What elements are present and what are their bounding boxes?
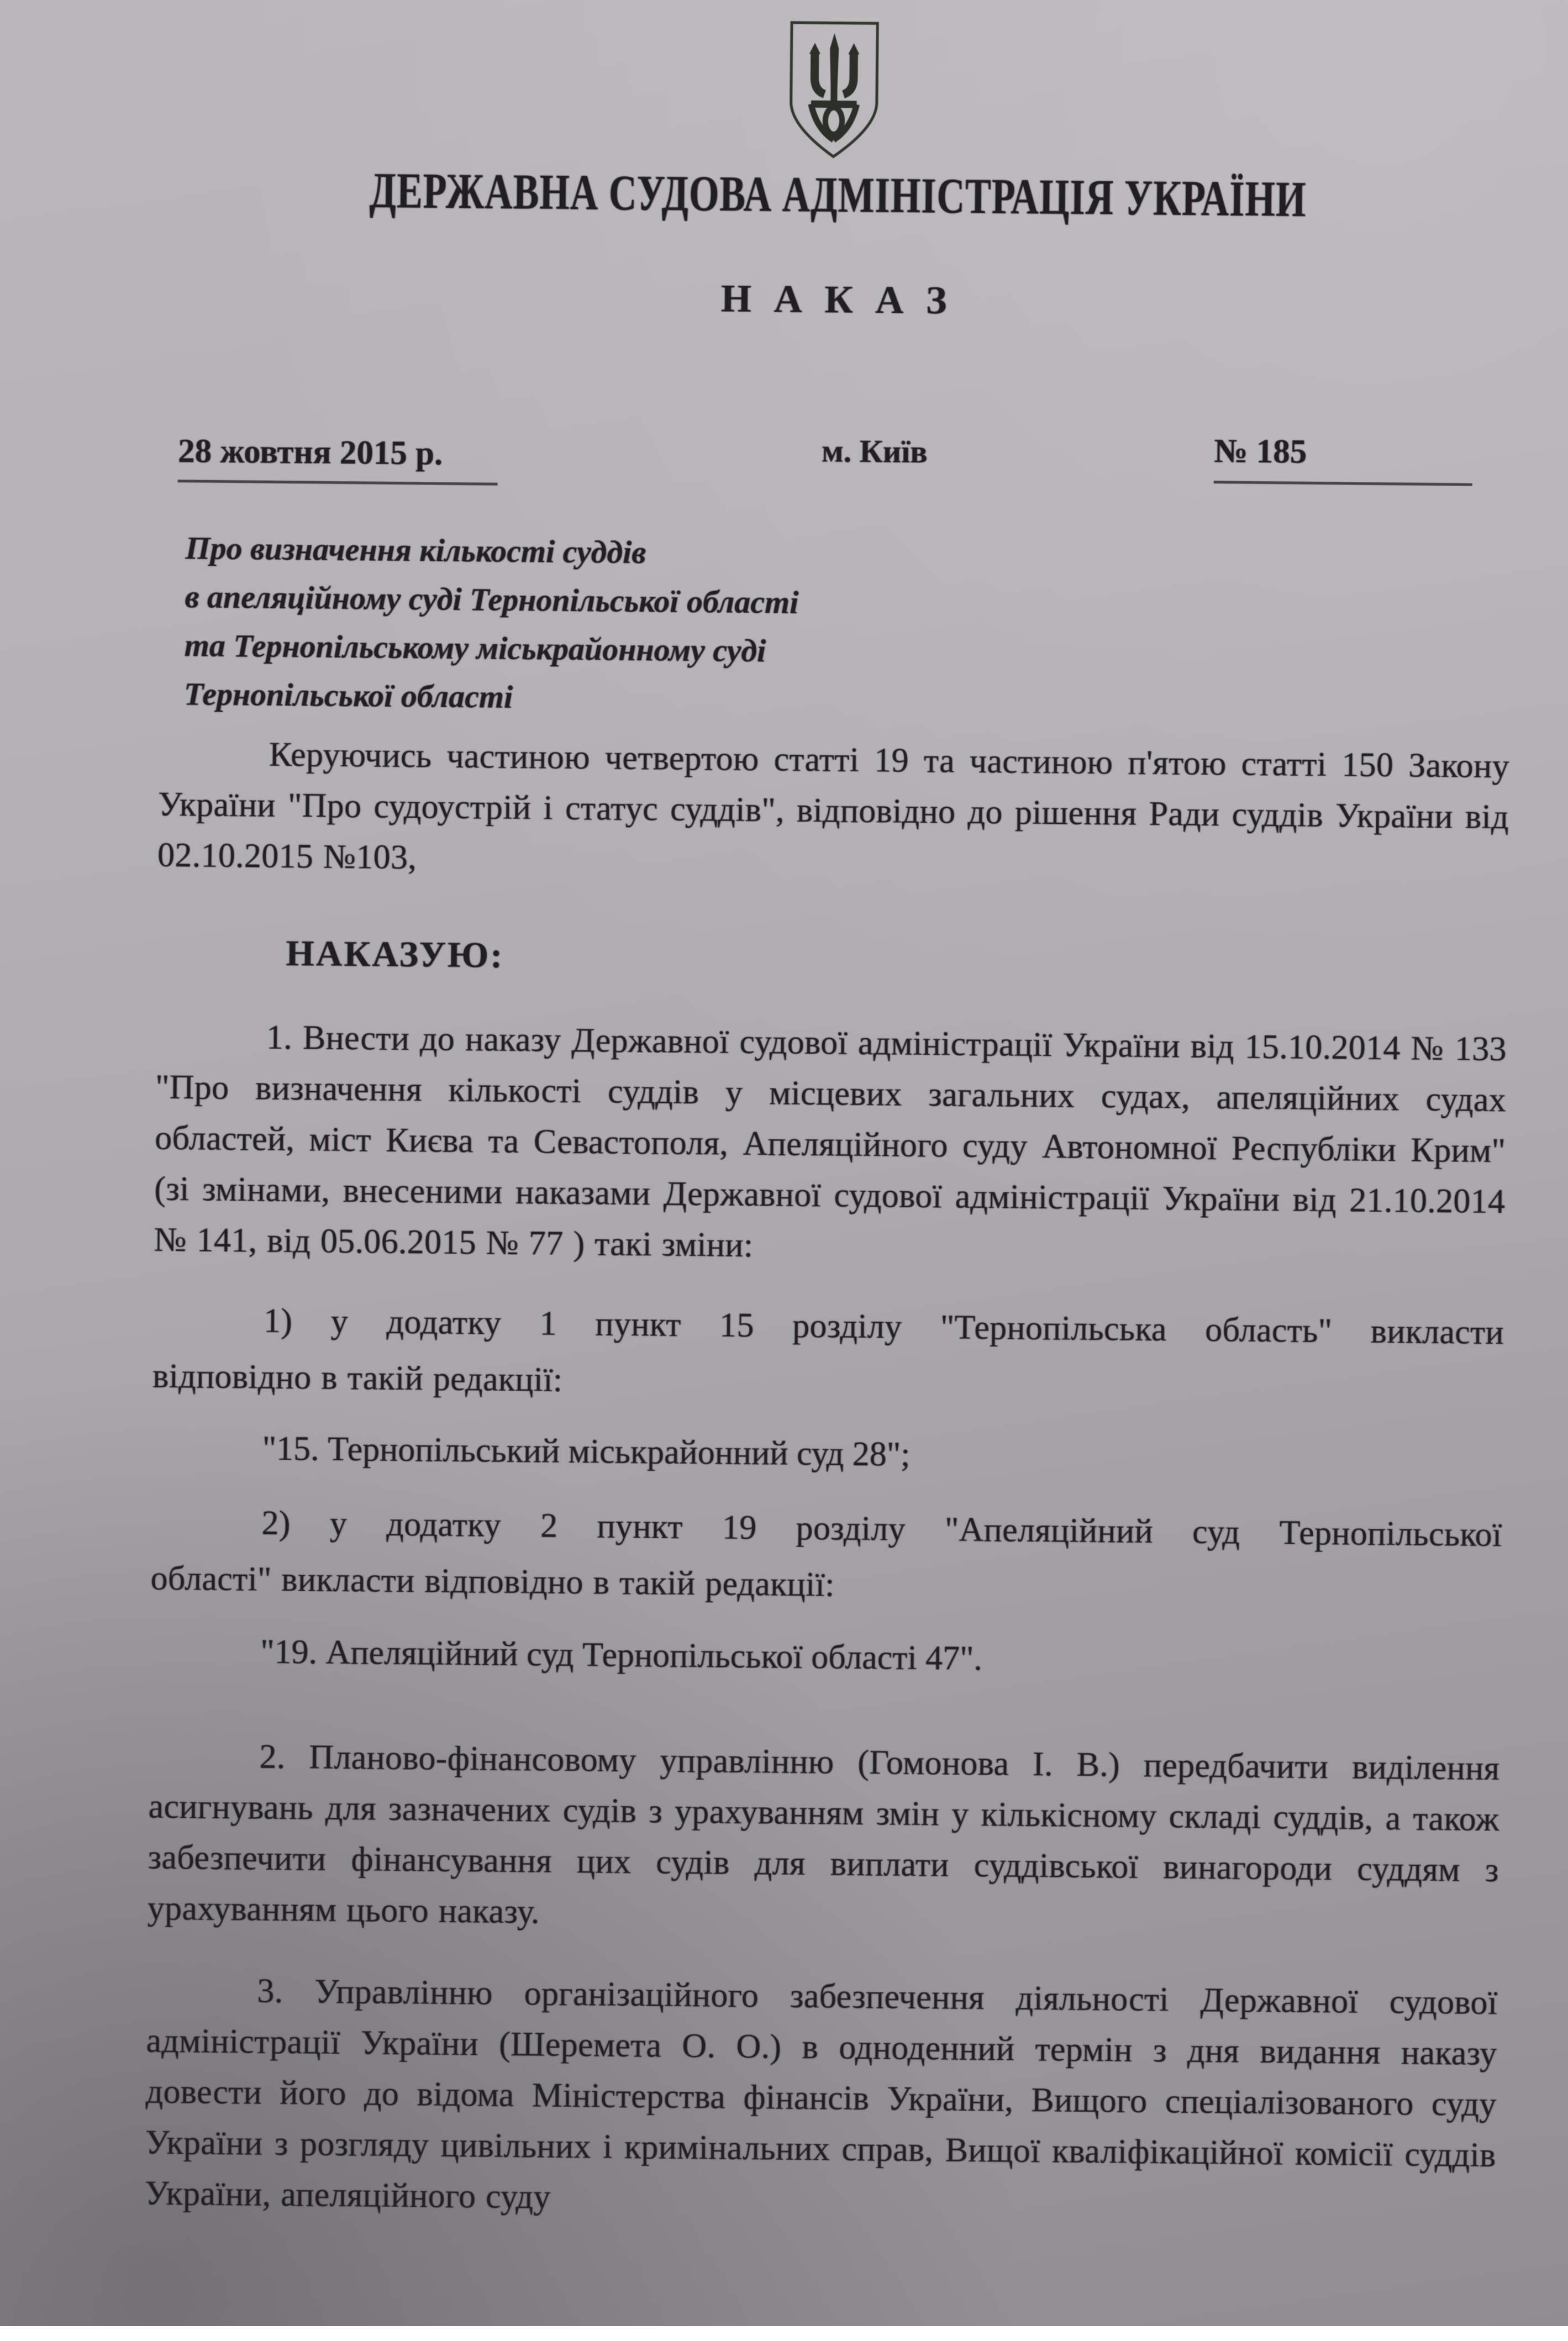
subject-line-3: та Тернопільському міськрайонному суді <box>184 621 1013 677</box>
subitem-2-line-1: 2) у додатку 2 пункт 19 розділу "Апеляційний суд Тернопільської <box>151 1494 1502 1563</box>
subitem-1 <box>152 1292 1504 1417</box>
preamble-paragraph: Керуючись частиною четвертою статті 19 та частиною п'ятою статті 150 Закону України "Про судоустрій і статус суддів", відповідно до рішення Ради суддів України від 02.10.2015 №103, <box>157 728 1510 893</box>
quoted-revision-point-19: "19. Апеляційний суд Тернопільської області 47". <box>150 1625 1501 1689</box>
organization-title: ДЕРЖАВНА СУДОВА АДМІНІСТРАЦІЯ УКРАЇНИ <box>0 159 1566 232</box>
order-number: № 185 <box>1214 432 1473 486</box>
item-3-paragraph: 3. Управлінню організаційного забезпечення діяльності Державної судової адміністрації України (Шеремета О. О.) в одноденний термін з дня видання наказу довести його до відома Міністерства фінансів України, Вищого спеціалізованого суду України з розгляду цивільних і кримінальних справ, Вищої кваліфікаційної комісії суддів України, апеляційного суду <box>144 1965 1497 2232</box>
subject-line-1: Про визначення кількості суддів <box>185 524 1014 580</box>
order-heading: НАКАЗУЮ: <box>286 933 504 977</box>
quoted-revision-point-15: "15. Тернопільський міськрайонний суд 28"; <box>151 1422 1503 1486</box>
order-date: 28 жовтня 2015 р. <box>178 432 498 486</box>
document-type-heading: Н А К А З <box>0 270 1565 329</box>
order-subject <box>184 524 1014 726</box>
subitem-1-line-2: відповідно в такій редакції: <box>152 1348 1504 1417</box>
subitem-2-line-2: області" викласти відповідно в такій редакції: <box>150 1550 1502 1619</box>
coat-of-arms-icon <box>785 19 883 161</box>
item-1-paragraph: 1. Внести до наказу Державної судової адміністрації України від 15.10.2014 № 133 "Про визначення кількості суддів у місцевих загальних судах, апеляційних судах областей, міст Києва та Севастополя, Апеляційного суду Автономної Республіки Крим" (зі змінами, внесеними наказами Державної судової адміністрації України від 21.10.2014 № 141, від 05.06.2015 № 77 ) такі зміни: <box>154 1011 1507 1278</box>
subject-line-2: в апеляційному суді Тернопільської області <box>185 572 1014 629</box>
order-place: м. Київ <box>822 432 928 470</box>
subitem-1-line-1: 1) у додатку 1 пункт 15 розділу "Тернопільська область" викласти <box>153 1292 1504 1361</box>
item-2-paragraph: 2. Планово-фінансовому управлінню (Гомонова І. В.) передбачити виділення асигнувань для зазначених судів з урахуванням змін у кількісному складі суддів, а також забезпечити фінансування цих судів для виплати суддівської винагороди суддям з урахуванням цього наказу. <box>147 1730 1499 1947</box>
subject-line-4: Тернопільської області <box>184 670 1013 726</box>
subitem-2 <box>150 1494 1502 1619</box>
